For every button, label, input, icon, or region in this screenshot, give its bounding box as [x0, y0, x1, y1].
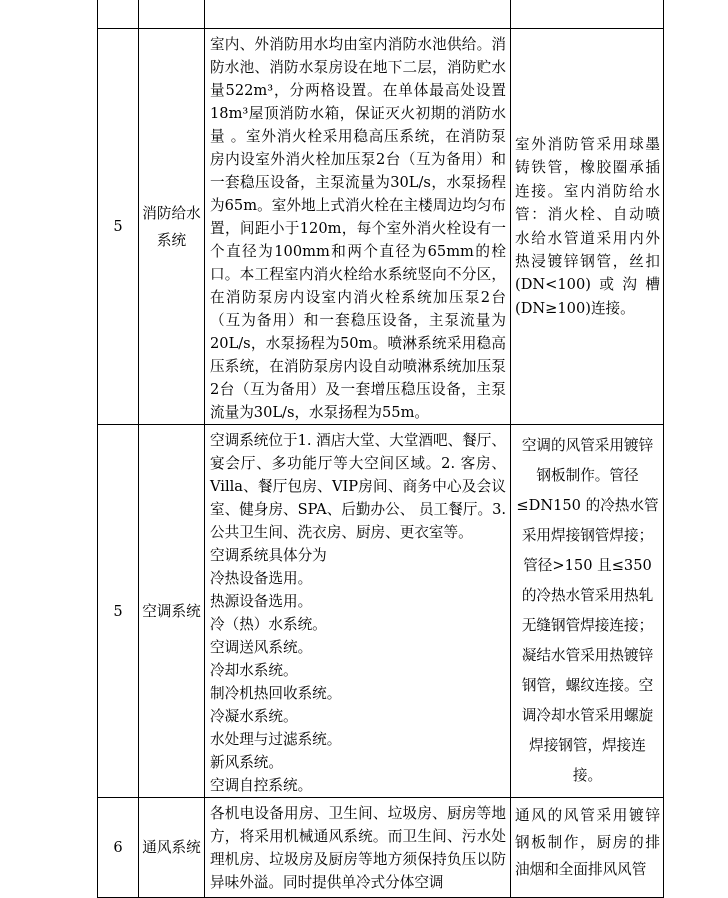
description-line: 新风系统。 [210, 754, 283, 771]
description-line: 制冷机热回收系统。 [210, 685, 342, 702]
cell-pipe-material [511, 0, 664, 29]
cell-pipe-material [511, 29, 664, 425]
cell-system-name: 通风系统 [139, 798, 205, 898]
pipe-text: 通风的风管采用镀锌钢板制作，厨房的排油烟和全面排风风管 [515, 807, 660, 878]
description-line: 冷热设备选用。 [210, 570, 313, 587]
pipe-text: 室外消防管采用球墨铸铁管，橡胶圈承插连接。室内消防给水管：消火栓、自动喷水给水管道采用内外热浸镀锌钢管，丝扣(DN<100)或沟槽(DN≥100)连接。 [515, 135, 660, 317]
description-line: 空调系统具体分为 [210, 547, 327, 564]
cell-system-name: 消防给水系统 [139, 29, 205, 425]
description-text: 各机电设备用房、卫生间、垃圾房、厨房等地方，将采用机械通风系统。而卫生间、污水处理机房、垃圾房及厨房等地方须保持负压以防异味外溢。同时提供单冷式分体空调 [210, 805, 506, 891]
description-line: 冷却水系统。 [210, 662, 298, 679]
table-row [98, 29, 664, 425]
table-row [98, 798, 664, 898]
cell-description [205, 798, 511, 898]
description-line: 空调送风系统。 [210, 639, 313, 656]
cell-system-name: 空调系统 [139, 425, 205, 798]
cell-system-name [139, 0, 205, 29]
table-row [98, 425, 664, 798]
cell-pipe-material [511, 425, 664, 798]
cell-pipe-material [511, 798, 664, 898]
description-line: 热源设备选用。 [210, 593, 313, 610]
cell-number: 5 [98, 425, 139, 798]
cell-description [205, 425, 511, 798]
cell-number: 6 [98, 798, 139, 898]
description-text: 空调系统位于1. 酒店大堂、大堂酒吧、餐厅、宴会厅、多功能厅等大空间区域。2. 客房、Villa、餐厅包房、VIP房间、商务中心及会议室、健身房、SPA、后勤办公、 员工餐厅。3. 公共卫生间、洗衣房、厨房、更衣室等。 [210, 432, 506, 541]
description-line: 冷（热）水系统。 [210, 616, 327, 633]
table-row [98, 0, 664, 29]
description-line: 空调自控系统。 [210, 777, 313, 794]
cell-number: 5 [98, 29, 139, 425]
description-text: 室内、外消防用水均由室内消防水池供给。消防水池、消防水泵房设在地下二层，消防贮水量522m³，分两格设置。在单体最高处设置18m³屋顶消防水箱，保证灭火初期的消防水量 。室外消火栓采用稳高压系统，在消防泵房内设室外消火栓加压泵2台（互为备用）和一套稳压设备，主泵流量为30L/s，水泵扬程为65m。室外地上式消火栓在主楼周边均匀布置，间距小于120m，每个室外消火栓设有一个直径为100mm和两个直径为65mm的栓口。本工程室内消火栓给水系统竖向不分区，在消防泵房内设室内消火栓系统加压泵2台（互为备用）和一套稳压设备，主泵流量为20L/s，水泵扬程为50m。喷淋系统采用稳高压系统，在消防泵房内设自动喷淋系统加压泵2台（互为备用）及一套增压稳压设备，主泵流量为30L/s，水泵扬程为55m。 [210, 36, 506, 421]
description-line: 冷凝水系统。 [210, 708, 298, 725]
cell-description [205, 0, 511, 29]
cell-description [205, 29, 511, 425]
pipe-text: 空调的风管采用镀锌钢板制作。管径≤DN150 的冷热水管采用焊接钢管焊接；管径>150 且≤350 的冷热水管采用热轧无缝钢管焊接连接；凝结水管采用热镀锌钢管，螺纹连接。空调冷却水管采用螺旋焊接钢管，焊接连接。 [516, 437, 659, 784]
cell-number [98, 0, 139, 29]
systems-table [97, 0, 664, 898]
description-line: 水处理与过滤系统。 [210, 731, 342, 748]
